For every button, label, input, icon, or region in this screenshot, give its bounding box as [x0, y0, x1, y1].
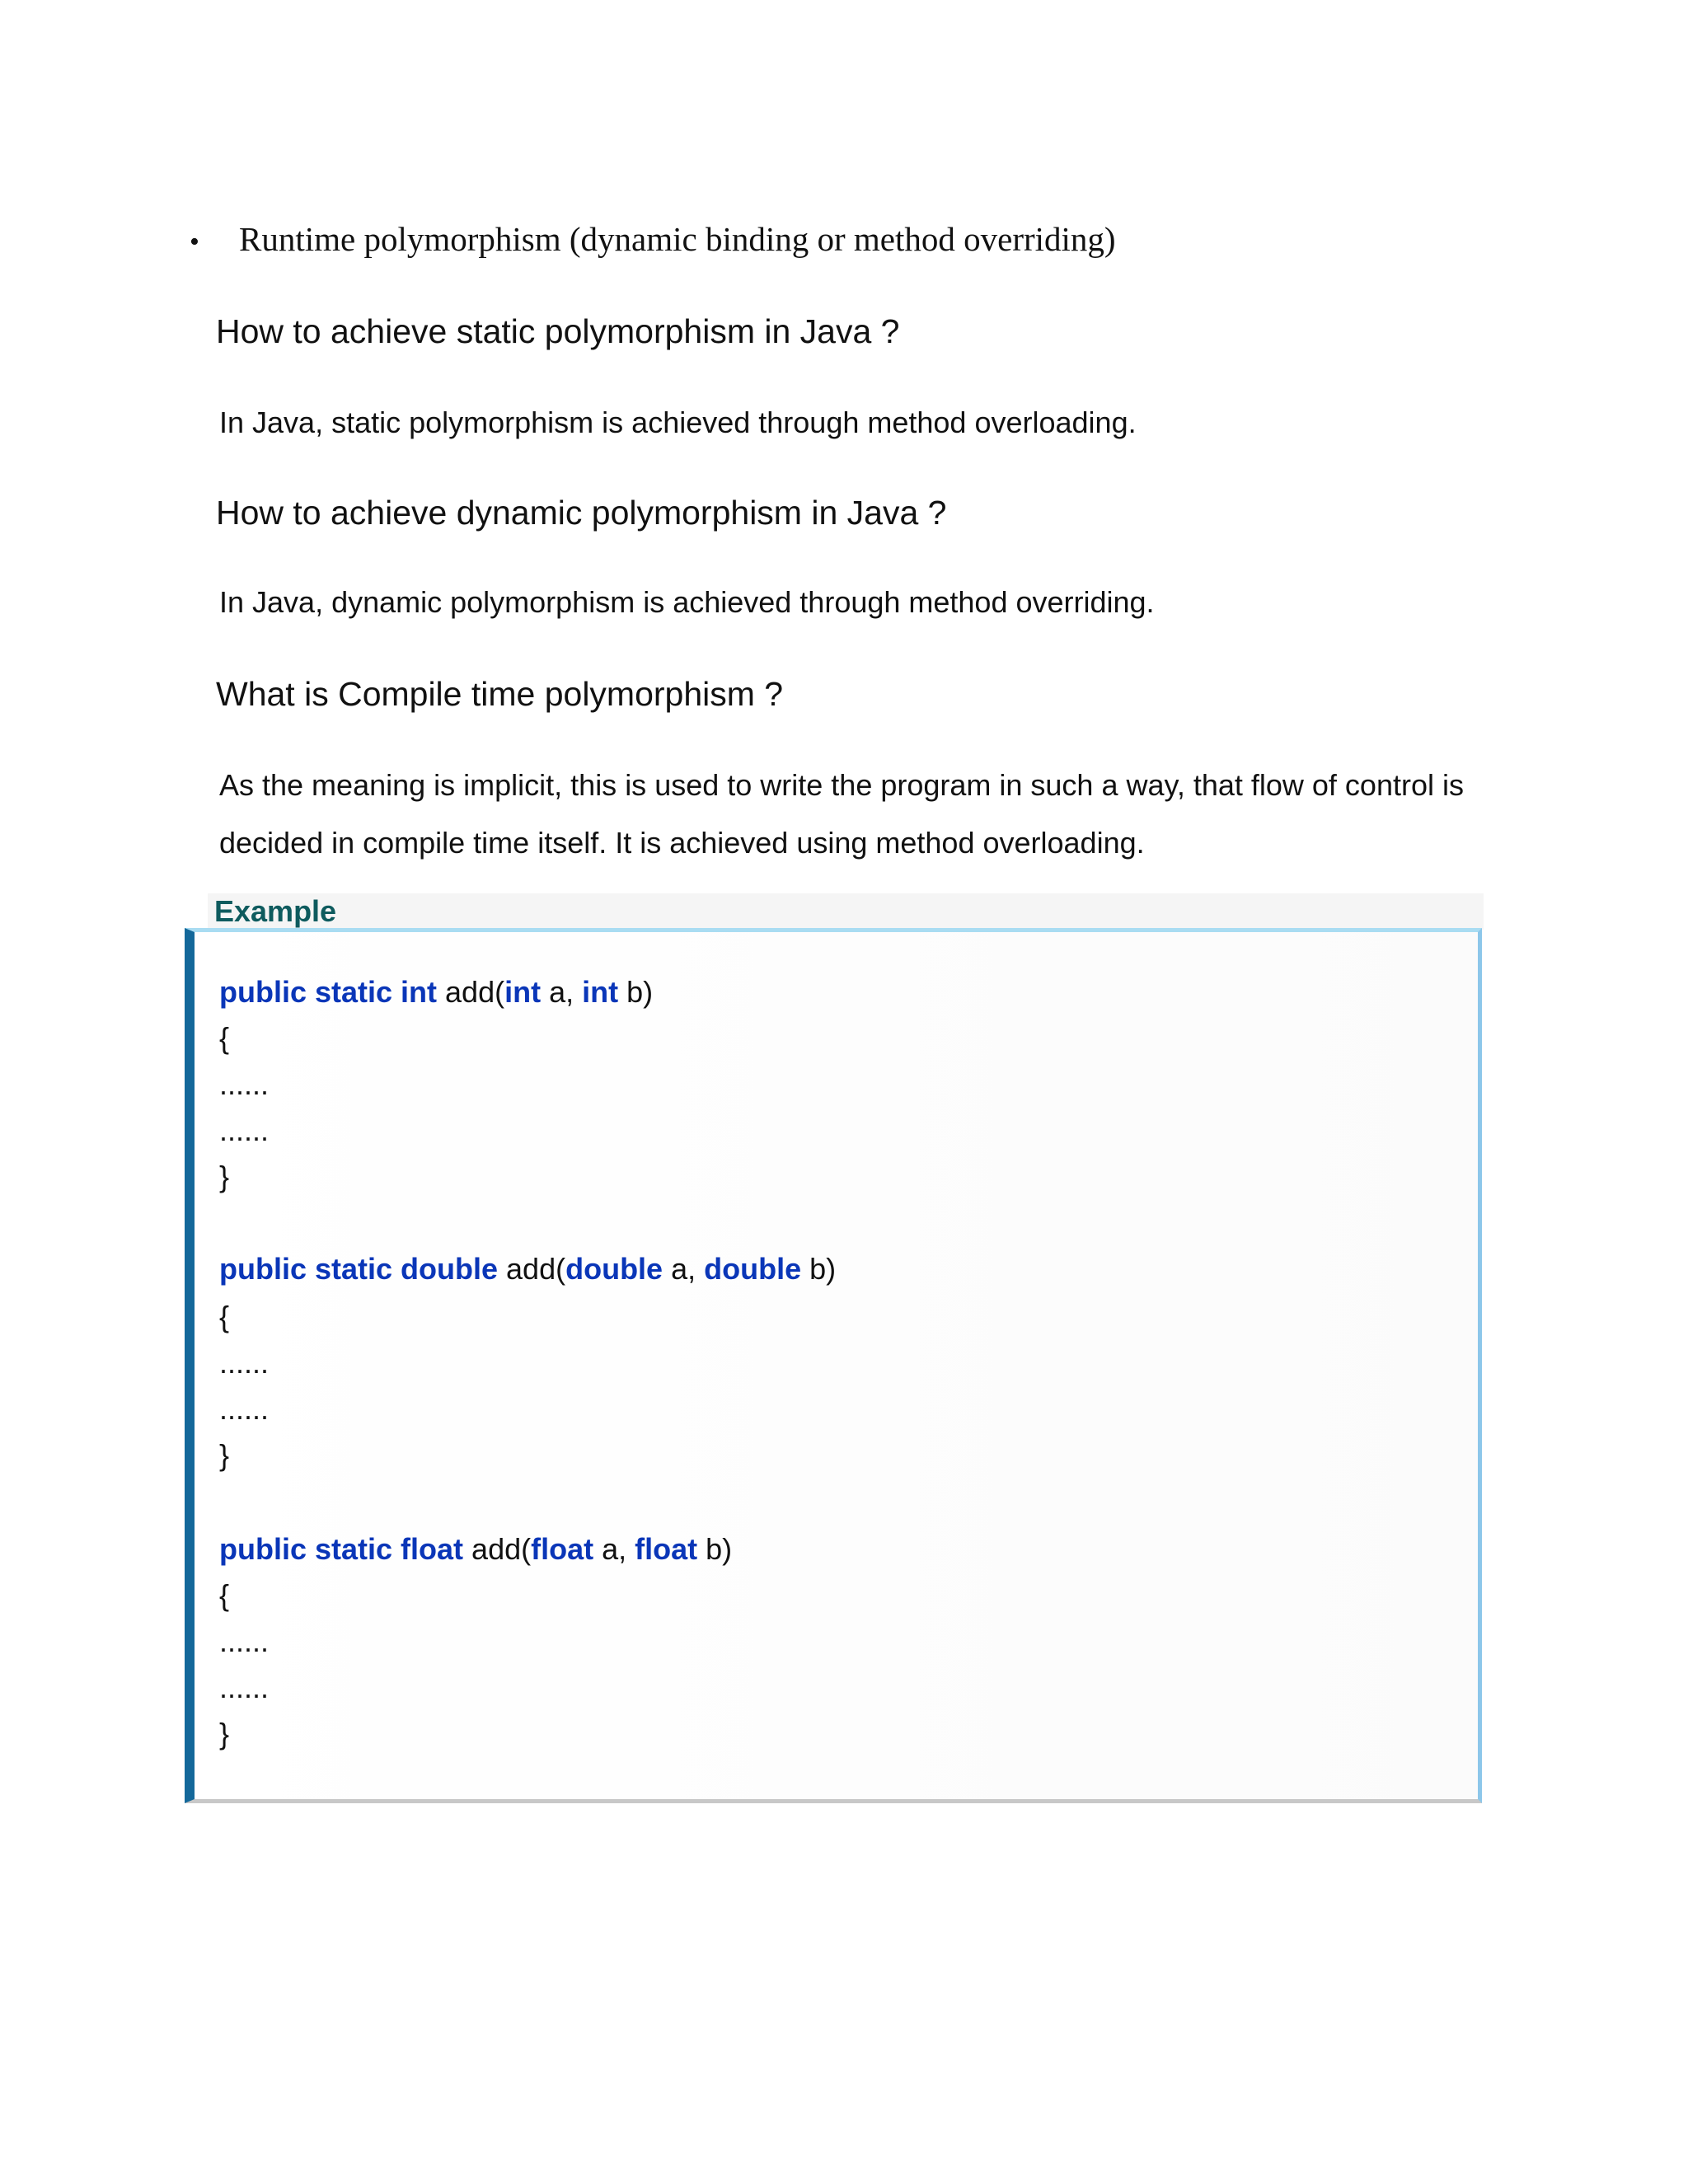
example-header-bar — [208, 893, 1484, 930]
code-keyword: public static int — [219, 975, 438, 1009]
code-body-line: ...... — [219, 1624, 270, 1658]
code-open-brace: { — [219, 1021, 230, 1055]
paragraph-static-polymorphism: In Java, static polymorphism is achieved through method overloading. — [219, 405, 1137, 439]
example-label: Example — [214, 894, 337, 928]
heading-compile-time-polymorphism: What is Compile time polymorphism ? — [216, 675, 784, 713]
code-body-line: ...... — [219, 1067, 270, 1101]
code-param: a, — [663, 1252, 705, 1286]
code-keyword: public static float — [219, 1532, 464, 1566]
code-param: b) — [618, 975, 654, 1009]
bullet-text: Runtime polymorphism (dynamic binding or method overriding) — [239, 220, 1116, 258]
bullet-item — [190, 216, 1116, 265]
code-signature-double — [219, 1249, 836, 1289]
paragraph-compile-time-line-1: As the meaning is implicit, this is used to write the program in such a way, that flow of control is — [219, 768, 1464, 802]
code-param: a, — [593, 1532, 635, 1566]
code-type: double — [565, 1252, 663, 1286]
heading-static-polymorphism: How to achieve static polymorphism in Java ? — [216, 312, 900, 350]
code-type: float — [531, 1532, 594, 1566]
code-body-line: ...... — [219, 1346, 270, 1380]
code-close-brace: } — [219, 1160, 230, 1193]
bullet-symbol: • — [190, 227, 199, 257]
code-method-name: add( — [498, 1252, 566, 1286]
code-type: double — [704, 1252, 802, 1286]
paragraph-compile-time-line-2: decided in compile time itself. It is achieved using method overloading. — [219, 826, 1145, 860]
code-signature-int — [219, 972, 653, 1012]
code-keyword: public static double — [219, 1252, 499, 1286]
code-open-brace: { — [219, 1578, 230, 1612]
paragraph-dynamic-polymorphism: In Java, dynamic polymorphism is achieved through method overriding. — [219, 585, 1155, 619]
code-close-brace: } — [219, 1717, 230, 1750]
code-body-line: ...... — [219, 1671, 270, 1704]
code-param: b) — [801, 1252, 837, 1286]
code-param: a, — [541, 975, 583, 1009]
code-type: int — [582, 975, 619, 1009]
code-method-name: add( — [463, 1532, 532, 1566]
heading-dynamic-polymorphism: How to achieve dynamic polymorphism in Java ? — [216, 494, 947, 532]
code-open-brace: { — [219, 1300, 230, 1333]
code-body-line: ...... — [219, 1113, 270, 1147]
code-body-line: ...... — [219, 1392, 270, 1426]
code-type: float — [635, 1532, 698, 1566]
code-signature-float — [219, 1530, 732, 1569]
code-type: int — [504, 975, 542, 1009]
code-method-name: add( — [437, 975, 505, 1009]
code-block — [185, 928, 1482, 1803]
code-param: b) — [697, 1532, 733, 1566]
code-close-brace: } — [219, 1438, 230, 1472]
